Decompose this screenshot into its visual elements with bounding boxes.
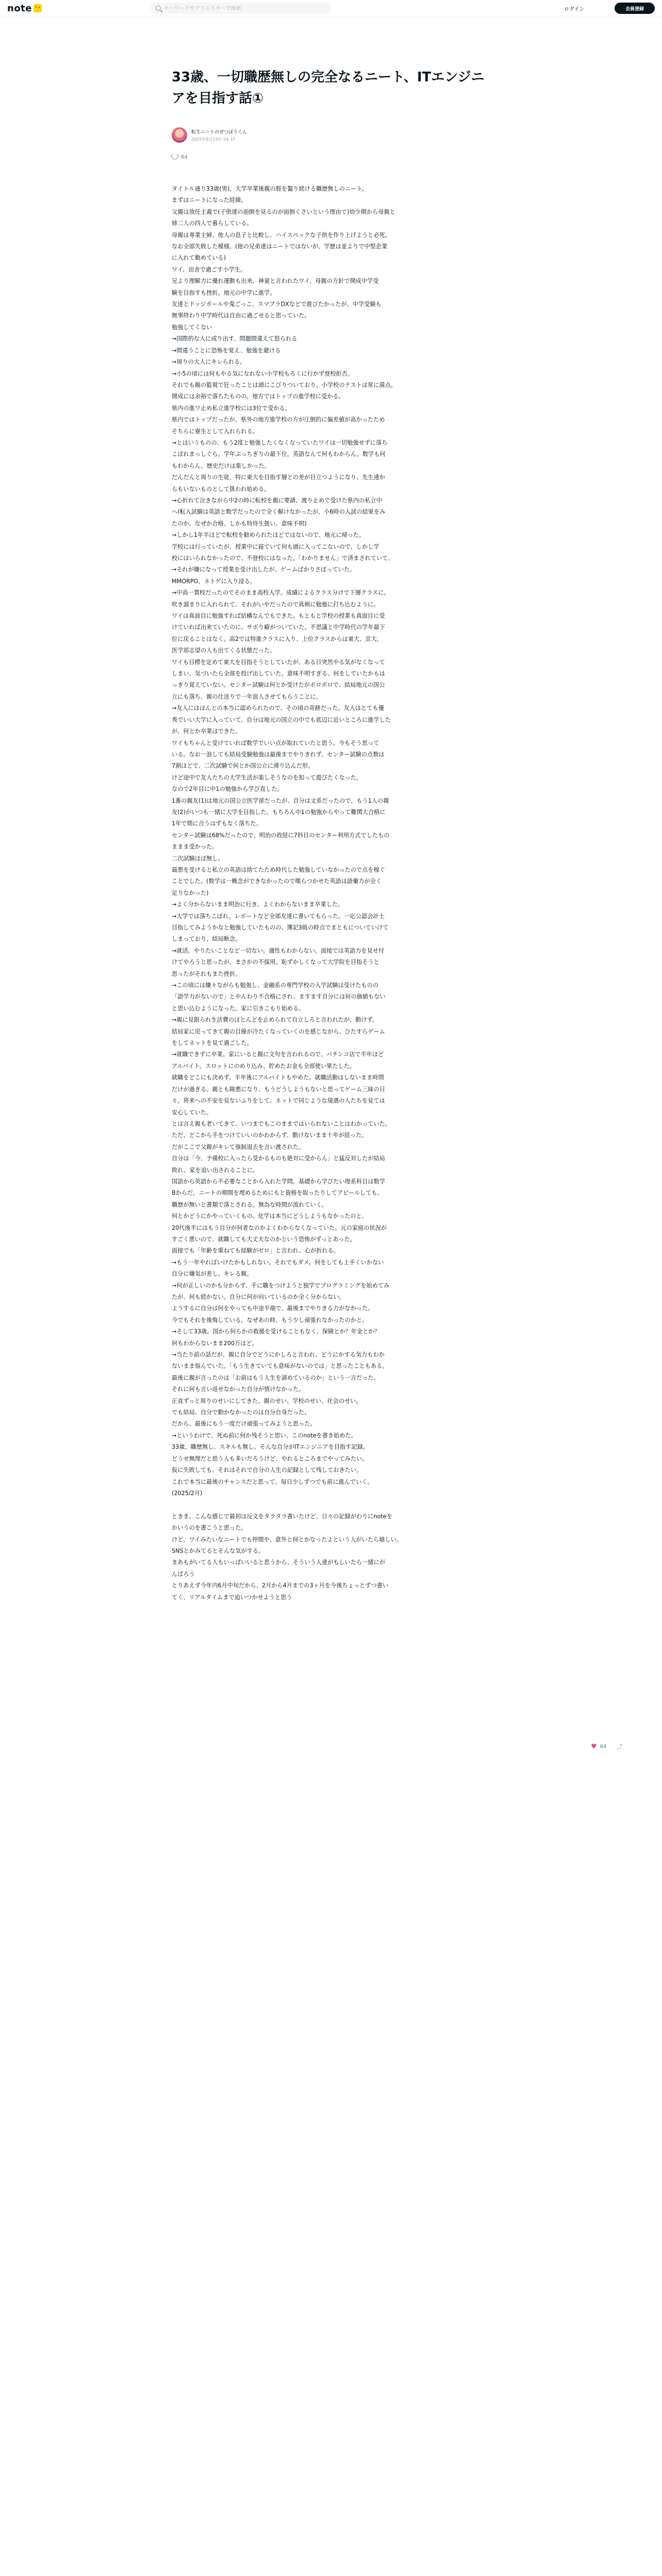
body-line: →何が正しいのかも分からず、手に職をつけようと独学でプログラミングを始めてみ bbox=[172, 1282, 390, 1289]
logo-text[interactable]: note bbox=[7, 3, 32, 14]
body-line: 33歳、職歴無し、スキルも無し。そんな自分がITエンジニアを目指す記録。 bbox=[172, 1444, 369, 1451]
body-line: →就活。やりたいことなど一切ない。適性もわからない。面接では英語力を見せ付 bbox=[172, 947, 385, 954]
body-line: アルバイト。スロットにのめり込み、貯めたお金も全部使い果たした。 bbox=[172, 1062, 356, 1070]
body-line: てく、リアルタイムまで追いつかせようと思う bbox=[172, 1594, 292, 1601]
body-line: 秀でいい大学に入っていて、自分は地元の国立の中でも底辺に近いところに進学した bbox=[172, 716, 391, 723]
search-icon bbox=[156, 6, 161, 11]
body-line: →とはいうものの、もう2度と勉強したくなくなっていたワイは一切勉強せずに落ち bbox=[172, 439, 388, 446]
body-line: 験を目指すも挫折。地元の中学に進学。 bbox=[172, 289, 276, 296]
body-line: 勉強してくない bbox=[172, 324, 212, 331]
body-line: 何とかどうにかやっていくもの、化学は本当にどうしようもなかったのと、 bbox=[172, 1213, 368, 1220]
body-line: 安心していた。 bbox=[172, 1109, 212, 1116]
heart-icon[interactable] bbox=[172, 154, 178, 160]
body-line: タイトル通り33歳(男)、大学卒業後親の脛を齧り続ける職歴無しのニート。 bbox=[172, 185, 368, 192]
body-line: 仮に失敗しても、それはそれで自分の人生の記録として残しておきたい。 bbox=[172, 1467, 362, 1474]
body-line: だんだんと周りの生徒、特に東大を目指す層との差が目立つようになり、先生達か bbox=[172, 474, 385, 481]
search-input[interactable] bbox=[164, 6, 319, 11]
body-line: 母親は専業主婦、他人の息子と比較し、ハイスペックな子供を作り上げようと必死。 bbox=[172, 231, 391, 239]
body-line: →国際的な人に成り出す、問題間違えて怒られる bbox=[172, 335, 297, 343]
floating-heart-icon[interactable]: ♥ bbox=[591, 1742, 597, 1751]
body-line: でも結局、自分で動かなかったのは自分自身だった。 bbox=[172, 1409, 310, 1416]
body-line: ただ、どこから手をつけていいのかわからず、動けないまま十年が経った。 bbox=[172, 1132, 368, 1139]
author-avatar[interactable] bbox=[172, 127, 187, 143]
body-line: 々。将来への不安を見ないふりをして、ネットで同じような境遇の人たちを見ては bbox=[172, 1097, 385, 1105]
body-line: 最悪を受けると私立の英語は捨てたため時代した勉強していなかったので点を稼ぐ bbox=[172, 866, 385, 873]
body-line: どうせ無理だと思う人も多いだろうけど、やれるところまでやってみたい。 bbox=[172, 1455, 368, 1462]
body-line: →周りの大人にキレられる。 bbox=[172, 359, 246, 366]
body-line: かいうのを書こうと思った。 bbox=[172, 1524, 247, 1532]
body-line: 父親は放任主義で(子供達の面倒を見るのが面倒くさいという理由で)幼少期から母親と bbox=[172, 208, 395, 215]
body-line: (2025/2月) bbox=[172, 1489, 203, 1497]
body-line: →大学では落ちこぼれ。レポートなど全部友達に書いてもらった。一応公認会計士 bbox=[172, 912, 385, 920]
author-meta bbox=[191, 128, 247, 142]
body-line: →中高一貫校だったのでそのまま高校入学。成績によるクラス分けで下層クラスに。 bbox=[172, 589, 390, 597]
body-line: SNSとかみてるとそんな気がする。 bbox=[172, 1547, 264, 1554]
body-line: とは言え親も老いてきて、いつまでもこのままではいられないことはわかっていた。 bbox=[172, 1120, 391, 1127]
body-line: けてやろうと思ったが、まさかの不採用。恥ずかしくなって大学院を目指そうと bbox=[172, 959, 379, 966]
body-line: →間違うことに恐怖を覚え、勉強を避ける bbox=[172, 347, 281, 354]
body-line: ないまま悩んでいた。「もう生きていても意味がないのでは」と思ったこともある。 bbox=[172, 1363, 388, 1370]
body-line: まあもがいてる人もいっぱいいると思うから、そういう人達がもしいたら一緒にが bbox=[172, 1559, 385, 1566]
body-line: 校にはいられなかったので、不登校にはなった。「わかりません」で済まされていて、 bbox=[172, 555, 394, 562]
body-line: →というわけで、死ぬ前に何か残そうと思い、このnoteを書き始めた。 bbox=[172, 1432, 357, 1439]
body-line: 結局家に戻ってきて親の目線が冷たくなっていくのを感じながら、ひたすらゲーム bbox=[172, 1028, 385, 1035]
body-line: 友(2)がいつも一緒に大学を目指した。もちろん中1の勉強からやって難関大合格に bbox=[172, 808, 386, 816]
body-line: ワイもちゃんと受けていれば数学でいい点が取れていたと思う。今もそう思って bbox=[172, 739, 379, 747]
body-line: けど、ワイみたいなニートでも仲間や、意外と何とかなったよという人がいたら嬉しい。 bbox=[172, 1536, 402, 1543]
body-line: 二次試験ほぼ無し。 bbox=[172, 855, 224, 862]
body-line: 姉二人の四人で暮らしている。 bbox=[172, 220, 253, 227]
body-line: ワイも目標を定めて東大を目指そうとしていたが、ある日突然やる気がなくなって bbox=[172, 658, 385, 666]
body-line: そちらに寮生として入れられる。 bbox=[172, 428, 258, 435]
body-line: →小5の頃には何もやる気になれない小学校もろくに行かず登校拒否。 bbox=[172, 370, 354, 377]
body-line: 自分は「今、予備校に入ったら受かるものも絶対に受からん」と猛反対したが結局 bbox=[172, 1155, 385, 1162]
body-line: 足りなかった) bbox=[172, 889, 209, 896]
body-line: →当たり前の話だが、親に自分でどうにかしろと言われ、どうにかする気力もわか bbox=[172, 1351, 385, 1359]
body-line: 正直ずっと周りのせいにしてきた。親のせい、学校のせい、社会のせい。 bbox=[172, 1397, 362, 1404]
body-line: 「語学力がないので」とやんわり不合格にされ、ますます自分には何の価値もない bbox=[172, 993, 386, 1001]
body-line: →就職できずに卒業。家にいると親に文句を言われるので、パチンコ店で半年ほど bbox=[172, 1051, 384, 1058]
post-date: 2025年8月23日 04:37 bbox=[191, 137, 236, 142]
search-bar[interactable] bbox=[151, 3, 332, 14]
body-line: たが、何も続かない。自分に何が向いているのか全く分からない。 bbox=[172, 1294, 345, 1300]
article-title: 33歳、一切職歴無しの完全なるニート、ITエンジニアを目指す話① bbox=[172, 70, 485, 106]
body-line: とりあえず今年内6月中旬だから、2月から4月までの3ヶ月を今後ちょっとずつ書い bbox=[172, 1582, 389, 1589]
body-line: 今でもそれを後悔している。なぜあの時、もう少し頑張れなかったのかと。 bbox=[172, 1316, 368, 1324]
body-line: 1年で間に合うはずもなく落ちた。 bbox=[172, 820, 262, 827]
body-line: いる。なお一浪しても結局受験勉強は最後までやりきれず、センター試験の点数は bbox=[172, 751, 385, 758]
site-header bbox=[0, 0, 662, 16]
body-line: 県内ではトップだったが、県外の地方進学校の方が圧倒的に偏差値が高かったため bbox=[172, 416, 385, 423]
body-line: それに何も言い返せなかった自分が情けなかった。 bbox=[172, 1386, 305, 1393]
body-line: 位に戻ることはなく。高2では特進クラスに入り、上位クラスからは東大、京大、 bbox=[172, 635, 383, 642]
body-line: →親に見限られ生活費のほとんどを止められて自立しろと言われたが、動けず。 bbox=[172, 1016, 378, 1024]
note-logo[interactable] bbox=[7, 2, 42, 14]
body-line: ようするに自分は何をやっても中途半端で、最後までやりきる力がなかった。 bbox=[172, 1305, 374, 1312]
body-line: →もう一年やればいけたかもしれない。それでもダメ。何をしても上手くいかない bbox=[172, 1259, 384, 1266]
body-line: んばろう bbox=[172, 1570, 195, 1578]
body-line: 何もわからないまま200万ほど。 bbox=[172, 1340, 258, 1347]
floating-like bbox=[591, 1742, 622, 1751]
body-line: →よく分からないまま明治に行き、よくわからないまま卒業した。 bbox=[172, 901, 344, 908]
body-line: をしてネットを見て過ごした。 bbox=[172, 1040, 253, 1047]
body-line: →それが嫌になって授業を受け出したが、ゲームばかりさぼっていた。 bbox=[172, 566, 356, 573]
body-line: すごく悪いので、就職しても大丈夫なのかという恐怖がずっとあった。 bbox=[172, 1235, 356, 1243]
body-line: 最後に親が言ったのは「お前はもう人生を諦めているのか」という一言だった。 bbox=[172, 1374, 379, 1381]
body-line: 立にも落ち、親の仕送りで一年浪人させてもらうことに。 bbox=[172, 693, 322, 700]
body-line: けていれば出来ていたのに、サボり癖がついていた。不思議と中学時代の学年最下 bbox=[172, 624, 385, 631]
body-line: と思い込むようになった。家に引きこもり始める。 bbox=[172, 1005, 305, 1012]
body-line: ときま、こんな感じで最初は反文をタラタラ書いたけど、日々の記録がわりにnoteを bbox=[172, 1513, 392, 1520]
body-line: 職歴が無いと書類で落とされる。無為な時間が流れていく。 bbox=[172, 1201, 327, 1208]
body-line: ワイ、田舎で過ごす小学生。 bbox=[172, 266, 246, 273]
body-line: しまい、気づいたら全部を投げ出していた。意味不明すぎる、何をしていたかもは bbox=[172, 670, 385, 677]
body-line: に入れて勤めている) bbox=[172, 255, 226, 262]
body-line: →心折れて泣きながら中2の時に転校を親に要請、渡り止めで受けた県内の私立中 bbox=[172, 497, 383, 504]
body-line: だがここで父親がキレて強制退去を言い渡された。 bbox=[172, 1143, 305, 1150]
body-line: 20代後半にはもう自分が何者なのかよくわからなくなっていた。元の家庭の状況が bbox=[172, 1224, 387, 1231]
author-name[interactable]: 転生ニートのぜつぼうくん bbox=[191, 129, 247, 135]
body-line: →この頃には嫌々ながらも勉強し、金融系の専門学校の入学試験は受けたものの bbox=[172, 982, 378, 989]
body-line: 県内の進ワ止め私立進学校には3位で受かる。 bbox=[172, 404, 291, 412]
body-line: 開成には余裕で落ちたものの、地方ではトップの進学校に受かる。 bbox=[172, 393, 344, 400]
like-count: 64 bbox=[181, 154, 188, 160]
body-line: けど途中で友人たちの大学生活が楽しそうなのを知って遊びたくなった。 bbox=[172, 774, 362, 781]
signup-button[interactable]: 会員登録 bbox=[615, 3, 655, 14]
like-row bbox=[172, 154, 491, 161]
body-line: それでも親の監視で狂ったことは頭にこびりついており、小学校のテストは常に満点。 bbox=[172, 381, 396, 388]
body-line: 1番の親友(1)は地元の国公立医学部だったが、自分は文系だったので、もう1人の親 bbox=[172, 797, 389, 804]
body-line: しまっており、結局断念。 bbox=[172, 936, 241, 943]
body-line: これで本当に最後のチャンスだと思って、毎日少しずつでも前に進んでいく。 bbox=[172, 1478, 373, 1485]
body-line: MMORPG、ネトゲに入り浸る。 bbox=[172, 578, 256, 585]
body-line: っきり覚えていない。センター試験は何とか受けたがボロボロで、結局地元の国公 bbox=[172, 682, 385, 689]
body-line: 目指してみようかなと勉強していたものの、簿記3級の時点でまともについていけて bbox=[172, 924, 389, 931]
body-line: →そして33歳。国から何らかの救援を受けることもなく、保険とか？年金とか？ bbox=[172, 1328, 380, 1335]
body-line: なお全部失敗した模様。(他の兄弟達はニートではないが、学歴は並よりで中堅企業 bbox=[172, 243, 388, 250]
body-line: 吹き溜まりに入れられて、それがいやだったので真剣に勉強に打ち込むように。 bbox=[172, 601, 379, 608]
body-line: らもいないものとして扱われ始める。 bbox=[172, 485, 270, 493]
login-link[interactable]: ログイン bbox=[564, 7, 585, 12]
body-line: 兄より理解力に優れ運動も出来、神童と言われたワイ、母親の方針で開成中学受 bbox=[172, 278, 379, 285]
body-line: だけが過ぎる。親とも険悪になり、もうどうしようもないと思ってゲーム三昧の日 bbox=[172, 1086, 385, 1093]
body-line: 医学部志望の人も出てくる状態だった。 bbox=[172, 647, 276, 654]
body-line: 無事終わり中学時代は自由に過ごせると思っていた。 bbox=[172, 312, 310, 319]
body-line: が、何とか卒業はできた。 bbox=[172, 728, 241, 735]
article bbox=[172, 67, 491, 1603]
body-line: こぼれまっしぐら。学年ぶっちぎりの最下位。英語なんて何もわからん。数学も何 bbox=[172, 451, 386, 458]
body-line: 学校には行っていたが、授業中に寝ていて何も頭に入ってこないので、しかし学 bbox=[172, 543, 379, 550]
body-line: 敗れ、家を追い出されることに。 bbox=[172, 1166, 259, 1174]
body-line: →友人にはほんとの本当に認められたので、その頃の奇跡だった。友人はとても優 bbox=[172, 705, 384, 712]
author-row bbox=[172, 126, 491, 144]
body-line: 7割ほどで、二次試験で何とか国公立に滑り込んだ形。 bbox=[172, 762, 314, 770]
body-line: なので2年目に中1の勉強から学び直した。 bbox=[172, 786, 283, 793]
body-line: まずはニートになった経緯。 bbox=[172, 197, 247, 204]
body-line: →しかし1年半ほどで転校を勧められたほどではないので、地元に帰った。 bbox=[172, 532, 365, 539]
body-line: センター試験は68%だったので、明治の政経に7科目のセンター利用方式でしたもの bbox=[172, 832, 390, 839]
body-line: だから、最後にもう一度だけ頑張ってみようと思った。 bbox=[172, 1420, 316, 1428]
body-line: ままま受かった。 bbox=[172, 843, 218, 851]
body-line: たのか、なぜか合格。しかも特待生扱い。意味不明) bbox=[172, 520, 307, 527]
floating-like-count: 64 bbox=[600, 1743, 607, 1750]
body-line: 就職をどこにも決めず、半年後にアルバイトもやめた。就職活動はしないまま時間 bbox=[172, 1074, 384, 1081]
body-line: もわからん。歴史だけは楽しかった。 bbox=[172, 462, 270, 469]
body-line: へ(転入試験は英語と数学だったので全く解けなかったが、小6時の入試の結果をみ bbox=[172, 509, 386, 516]
floating-share-icon[interactable]: ⤴ bbox=[617, 1743, 623, 1750]
body-line: 国語から英語から不必要なことから入れた学問。基礎から学びたい理系科目は数学 bbox=[172, 1178, 385, 1185]
body-line: ことでした。(数学は一概念ができなかったので喋らつかせた英語は語彙力が全く bbox=[172, 878, 382, 885]
body-line bbox=[172, 1499, 491, 1511]
body-line: 自分に嫌気が差し、キレる親。 bbox=[172, 1270, 253, 1278]
body-line: Bからだ。ニートの期間を埋めるためにもと資格を取ったりしてアピールしても、 bbox=[172, 1190, 383, 1197]
article-body bbox=[172, 183, 491, 1603]
logo-emoji-icon bbox=[34, 4, 42, 12]
body-line: ワイは真面目に勉強すれば結構なんでもできた。もともと学校の授業も真面目に受 bbox=[172, 613, 385, 620]
body-line: 友達とドッジボールや鬼ごっこ、スマブラDXなどで遊びたかったが、中学受験も bbox=[172, 301, 382, 308]
body-line: 思ったがそれもまた挫折。 bbox=[172, 970, 241, 977]
body-line: 面接でも「年齢を重ねても経験がゼロ」と言われ、心が折れる。 bbox=[172, 1247, 339, 1255]
